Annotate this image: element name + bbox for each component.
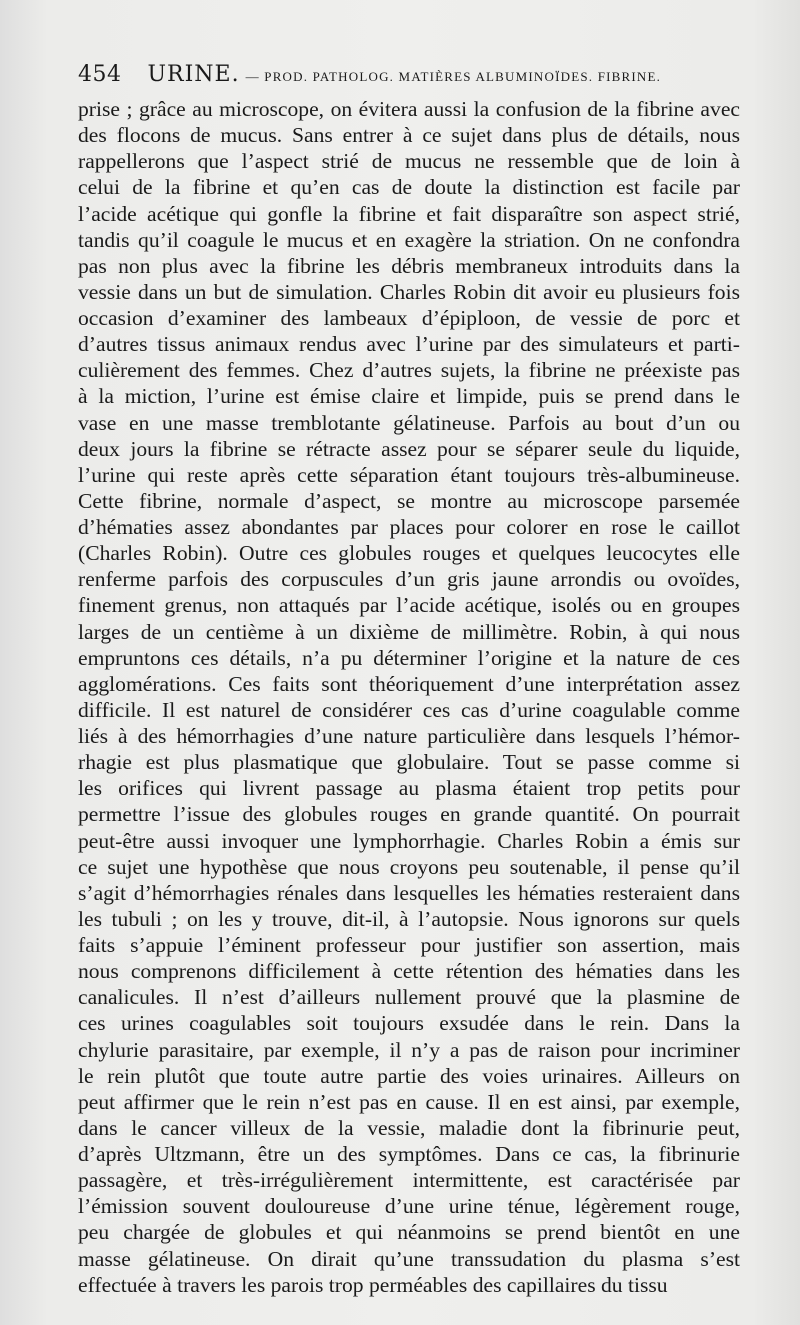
text-line: celui de la fibrine et qu’en cas de doute la distinction est facile par [78,175,740,200]
text-line: permettre l’issue des globules rouges en grande quantité. On pourrait [78,802,740,827]
text-line: masse gélatineuse. On dirait qu’une transsudation du plasma s’est [78,1246,740,1271]
text-line: pas non plus avec la fibrine les débris membraneux introduits dans la [78,253,740,278]
text-line: renferme parfois des corpuscules d’un gris jaune arrondis ou ovoïdes, [78,567,740,592]
text-line: deux jours la fibrine se rétracte assez pour se séparer seule du liquide, [78,436,740,461]
running-title: URINE. [147,62,240,87]
text-line: nous comprenons difficilement à cette rétention des hématies dans les [78,959,740,984]
text-line: (Charles Robin). Outre ces globules rouges et quelques leucocytes elle [78,541,740,566]
text-line: agglomérations. Ces faits sont théoriquement d’une interprétation assez [78,671,740,696]
text-line: d’hématies assez abondantes par places pour colorer en rose le caillot [78,515,740,539]
text-line: occasion d’examiner des lambeaux d’épiploon, de vessie de porc et [78,306,740,330]
text-line: s’agit d’hémorrhagies rénales dans lesquelles les hématies resteraient dans [78,880,740,905]
text-line: Cette fibrine, normale d’aspect, se montre au microscope parsemée [78,488,740,513]
page-number: 454 [78,62,122,87]
text-line: peut affirmer que le rein n’est pas en cause. Il en est ainsi, par exemple, [78,1089,740,1114]
body-text [78,96,740,1298]
text-line: empruntons ces détails, n’a pu déterminer l’origine et la nature de ces [78,645,740,670]
text-line: l’urine qui reste après cette séparation étant toujours très-albumineuse. [78,462,740,487]
text-line: vase en une masse tremblotante gélatineuse. Parfois au bout d’un ou [78,410,740,435]
text-line: ces urines coagulables soit toujours exsudée dans le rein. Dans la [78,1011,740,1036]
text-line: d’après Ultzmann, être un des symptômes. Dans ce cas, la fibrinurie [78,1142,740,1166]
text-line: prise ; grâce au microscope, on évitera aussi la confusion de la fibrine avec [78,97,740,121]
text-line: culièrement des femmes. Chez d’autres sujets, la fibrine ne préexiste pas [78,358,740,383]
text-line: chylurie parasitaire, par exemple, il n’y a pas de raison pour incriminer [78,1037,740,1062]
text-line: dans le cancer villeux de la vessie, maladie dont la fibrinurie peut, [78,1115,740,1140]
text-line: rhagie est plus plasmatique que globulaire. Tout se passe comme si [78,750,740,775]
text-line: les tubuli ; on les y trouve, dit-il, à l’autopsie. Nous ignorons sur quels [78,906,740,931]
running-header [78,62,738,87]
text-line: l’émission souvent douloureuse d’une urine ténue, légèrement rouge, [78,1194,740,1219]
running-subtitle: — PROD. PATHOLOG. MATIÈRES ALBUMINOÏDES. FIBRINE. [245,69,662,84]
text-line: larges de un centième à un dixième de millimètre. Robin, à qui nous [78,619,740,644]
text-line: le rein plutôt que toute autre partie des voies urinaires. Ailleurs on [78,1063,740,1088]
text-line: tandis qu’il coagule le mucus et en exagère la striation. On ne confondra [78,227,740,252]
text-line: faits s’appuie l’éminent professeur pour justifier son assertion, mais [78,933,740,957]
text-line: vessie dans un but de simulation. Charles Robin dit avoir eu plusieurs fois [78,279,740,304]
text-line: les orifices qui livrent passage au plasma étaient trop petits pour [78,776,740,801]
text-line: d’autres tissus animaux rendus avec l’urine par des simulateurs et parti- [78,332,740,357]
text-line: l’acide acétique qui gonfle la fibrine et fait disparaître son aspect strié, [78,201,740,226]
text-line: passagère, et très-irrégulièrement intermittente, est caractérisée par [78,1168,740,1193]
text-line: des flocons de mucus. Sans entrer à ce sujet dans plus de détails, nous [78,123,740,148]
text-line: liés à des hémorrhagies d’une nature particulière dans lesquels l’hémor- [78,724,740,748]
text-line: à la miction, l’urine est émise claire et limpide, puis se prend dans le [78,384,740,409]
text-line: ce sujet une hypothèse que nous croyons peu soutenable, il pense qu’il [78,854,740,879]
text-line: difficile. Il est naturel de considérer ces cas d’urine coagulable comme [78,697,740,722]
text-line: peu chargée de globules et qui néanmoins se prend bientôt en une [78,1220,740,1245]
text-line: rappellerons que l’aspect strié de mucus ne ressemble que de loin à [78,149,740,174]
text-line: effectuée à travers les parois trop perméables des capillaires du tissu [78,1272,668,1297]
text-line: finement grenus, non attaqués par l’acide acétique, isolés ou en groupes [78,593,740,618]
text-line: canalicules. Il n’est d’ailleurs nullement prouvé que la plasmine de [78,985,740,1010]
text-line: peut-être aussi invoquer une lymphorrhagie. Charles Robin a émis sur [78,828,740,853]
